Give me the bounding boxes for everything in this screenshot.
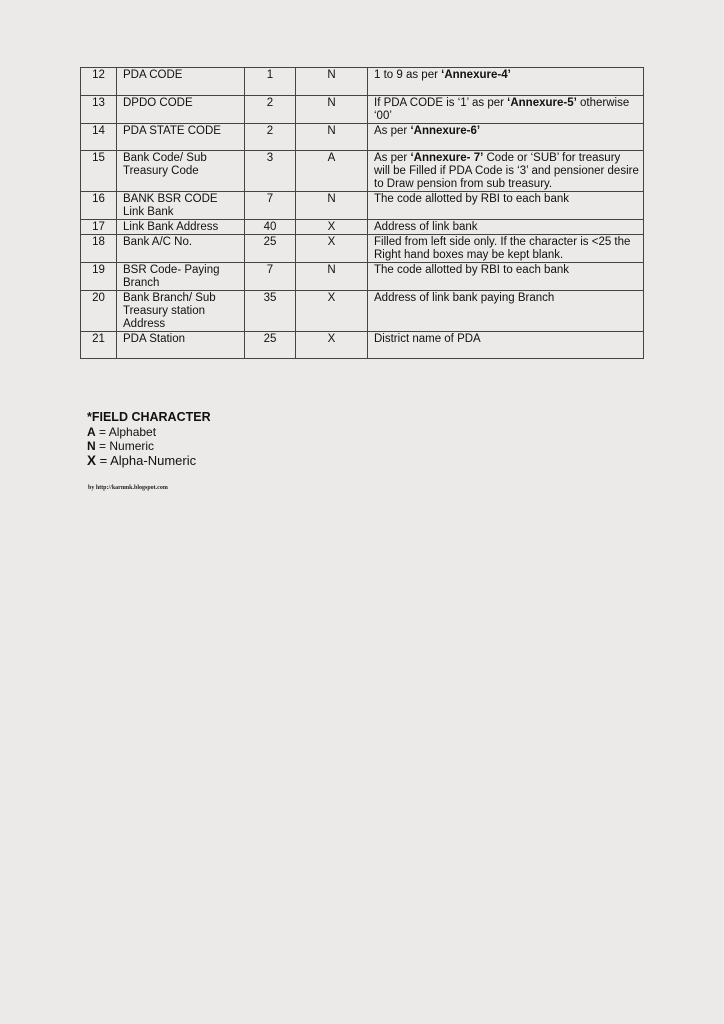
legend-value: Alphabet (108, 424, 157, 439)
field-name-cell: PDA STATE CODE (117, 124, 245, 151)
remarks-text: If PDA CODE is ‘1’ as per (374, 97, 508, 109)
row-number-cell: 12 (81, 68, 117, 96)
table-row (81, 124, 644, 151)
table-row (81, 220, 644, 235)
remarks-text: Address of link bank (374, 221, 478, 233)
legend-title: *FIELD CHARACTER (87, 410, 211, 424)
field-type-cell: N (296, 96, 368, 124)
field-length-cell: 2 (245, 96, 296, 124)
field-length-cell: 40 (245, 220, 296, 235)
credit-line: by http://karnmk.blogspot.com (88, 485, 168, 491)
table-row (81, 192, 644, 220)
remarks-text: The code allotted by RBI to each bank (374, 193, 569, 205)
remarks-cell (368, 68, 644, 96)
remarks-text: Address of link bank paying Branch (374, 292, 555, 304)
field-character-legend (87, 410, 211, 468)
field-name-cell: BANK BSR CODE Link Bank (117, 192, 245, 220)
annexure-reference: ‘Annexure-4’ (441, 69, 511, 81)
field-length-cell: 7 (245, 192, 296, 220)
remarks-cell (368, 291, 644, 332)
table-row (81, 263, 644, 291)
annexure-reference: ‘Annexure-6’ (410, 125, 481, 137)
remarks-cell (368, 263, 644, 291)
remarks-cell (368, 96, 644, 124)
field-spec-table-body (81, 68, 644, 359)
row-number-cell: 15 (81, 151, 117, 192)
row-number-cell: 18 (81, 235, 117, 263)
row-number-cell: 13 (81, 96, 117, 124)
field-length-cell: 25 (245, 332, 296, 359)
remarks-text: Code or ‘SUB’ for treasury will be Filled if PDA Code is ‘3’ and pensioner desire to Draw pension from sub treasury. (374, 152, 639, 190)
remarks-cell (368, 192, 644, 220)
field-type-cell: X (296, 291, 368, 332)
field-name-cell: Bank A/C No. (117, 235, 245, 263)
remarks-text: District name of PDA (374, 333, 481, 345)
table-row (81, 96, 644, 124)
legend-item-alphabet (87, 425, 211, 440)
row-number-cell: 19 (81, 263, 117, 291)
field-length-cell: 2 (245, 124, 296, 151)
field-name-cell: BSR Code- Paying Branch (117, 263, 245, 291)
field-length-cell: 35 (245, 291, 296, 332)
field-length-cell: 3 (245, 151, 296, 192)
field-length-cell: 25 (245, 235, 296, 263)
table-row (81, 291, 644, 332)
table-row (81, 235, 644, 263)
remarks-text: The code allotted by RBI to each bank (374, 264, 569, 276)
annexure-reference: ‘Annexure-5’ (507, 97, 577, 109)
field-name-cell: PDA Station (117, 332, 245, 359)
row-number-cell: 14 (81, 124, 117, 151)
field-type-cell: N (296, 68, 368, 96)
field-name-cell: Bank Branch/ Sub Treasury station Address (117, 291, 245, 332)
legend-value: Alpha-Numeric (110, 452, 197, 468)
legend-item-numeric (87, 439, 211, 454)
remarks-cell (368, 151, 644, 192)
remarks-text: As per (374, 152, 411, 164)
legend-sep: = (95, 439, 110, 453)
annexure-reference: ‘Annexure- 7’ (410, 152, 484, 164)
remarks-text: otherwise ‘00’ (374, 97, 630, 122)
remarks-text: Filled from left side only. If the character is <25 the Right hand boxes may be kept blank. (374, 236, 631, 261)
legend-item-alpha-numeric (87, 454, 211, 469)
field-type-cell: N (296, 192, 368, 220)
remarks-text: As per (374, 125, 411, 137)
remarks-cell (368, 332, 644, 359)
legend-key: A (87, 424, 96, 439)
row-number-cell: 17 (81, 220, 117, 235)
field-length-cell: 1 (245, 68, 296, 96)
table-row (81, 151, 644, 192)
field-spec-table (80, 67, 644, 359)
field-type-cell: N (296, 263, 368, 291)
remarks-cell (368, 235, 644, 263)
legend-key: X (87, 452, 97, 468)
remarks-cell (368, 124, 644, 151)
legend-sep: = (95, 424, 109, 439)
field-type-cell: X (296, 220, 368, 235)
row-number-cell: 16 (81, 192, 117, 220)
field-type-cell: A (296, 151, 368, 192)
row-number-cell: 21 (81, 332, 117, 359)
field-type-cell: N (296, 124, 368, 151)
field-length-cell: 7 (245, 263, 296, 291)
legend-key: N (87, 439, 96, 453)
row-number-cell: 20 (81, 291, 117, 332)
table-row (81, 332, 644, 359)
remarks-text: 1 to 9 as per (374, 69, 442, 81)
field-name-cell: Bank Code/ Sub Treasury Code (117, 151, 245, 192)
legend-value: Numeric (109, 439, 155, 453)
remarks-cell (368, 220, 644, 235)
table-row (81, 68, 644, 96)
field-name-cell: DPDO CODE (117, 96, 245, 124)
legend-sep: = (96, 452, 111, 468)
field-name-cell: Link Bank Address (117, 220, 245, 235)
field-name-cell: PDA CODE (117, 68, 245, 96)
field-type-cell: X (296, 332, 368, 359)
field-type-cell: X (296, 235, 368, 263)
